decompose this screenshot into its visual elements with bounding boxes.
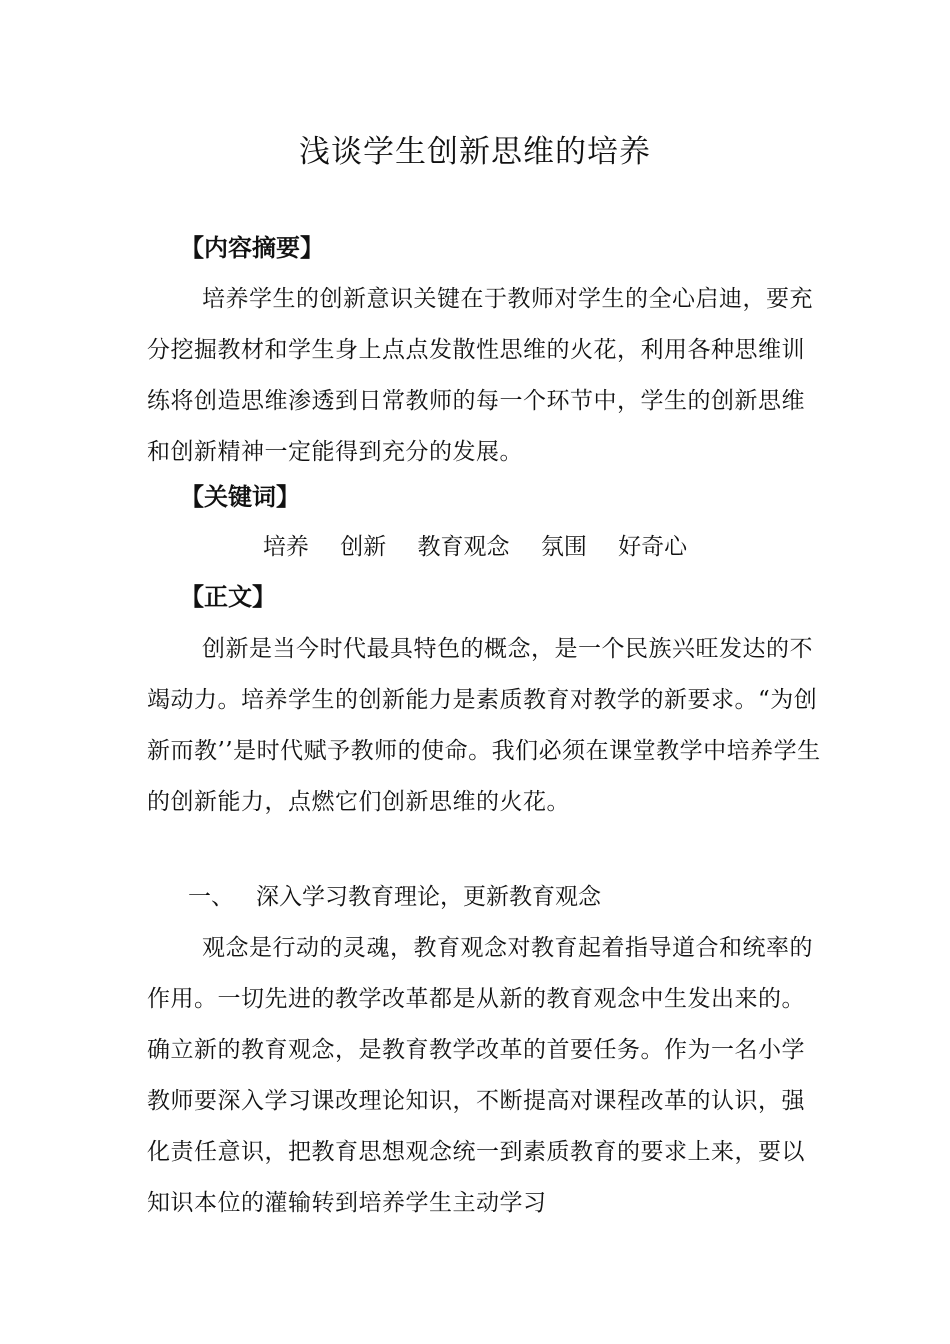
- keyword-item: 氛围: [540, 534, 587, 560]
- keywords-heading: 【关键词】: [180, 483, 300, 511]
- keyword-item: 教育观念: [417, 534, 510, 560]
- body-heading: 【正文】: [180, 583, 276, 611]
- abstract-heading: 【内容摘要】: [180, 234, 324, 262]
- section-heading: [188, 880, 601, 914]
- section-number: 一、: [188, 884, 234, 910]
- section-paragraph: 观念是行动的灵魂，教育观念对教育起着指导道合和统率的作用。一切先进的教学改革都是从新的教育观念中生发出来的。确立新的教育观念，是教育教学改革的首要任务。作为一名小学教师要深入学习课改理论知识，不断提高对课程改革的认识，强化责任意识，把教育思想观念统一到素质教育的要求上来，要以知识本位的灌输转到培养学生主动学习: [147, 935, 813, 1216]
- abstract-paragraph: 培养学生的创新意识关键在于教师对学生的全心启迪，要充分挖掘教材和学生身上点点发散性思维的火花，利用各种思维训练将创造思维渗透到日常教师的每一个环节中，学生的创新思维和创新精神一定能得到充分的发展。: [147, 286, 813, 465]
- keyword-item: 创新: [340, 534, 387, 560]
- keyword-item: 培养: [262, 534, 309, 560]
- section-title: 深入学习教育理论，更新教育观念: [256, 884, 601, 910]
- intro-paragraph: 创新是当今时代最具特色的概念，是一个民族兴旺发达的不竭动力。培养学生的创新能力是素质教育对教学的新要求。“为创新而教’’是时代赋予教师的使命。我们必须在课堂教学中培养学生的创新能力，点燃它们创新思维的火花。: [147, 636, 821, 815]
- keyword-item: 好奇心: [618, 534, 688, 560]
- document-title: 浅谈学生创新思维的培养: [299, 134, 651, 170]
- keywords-list: [0, 530, 950, 564]
